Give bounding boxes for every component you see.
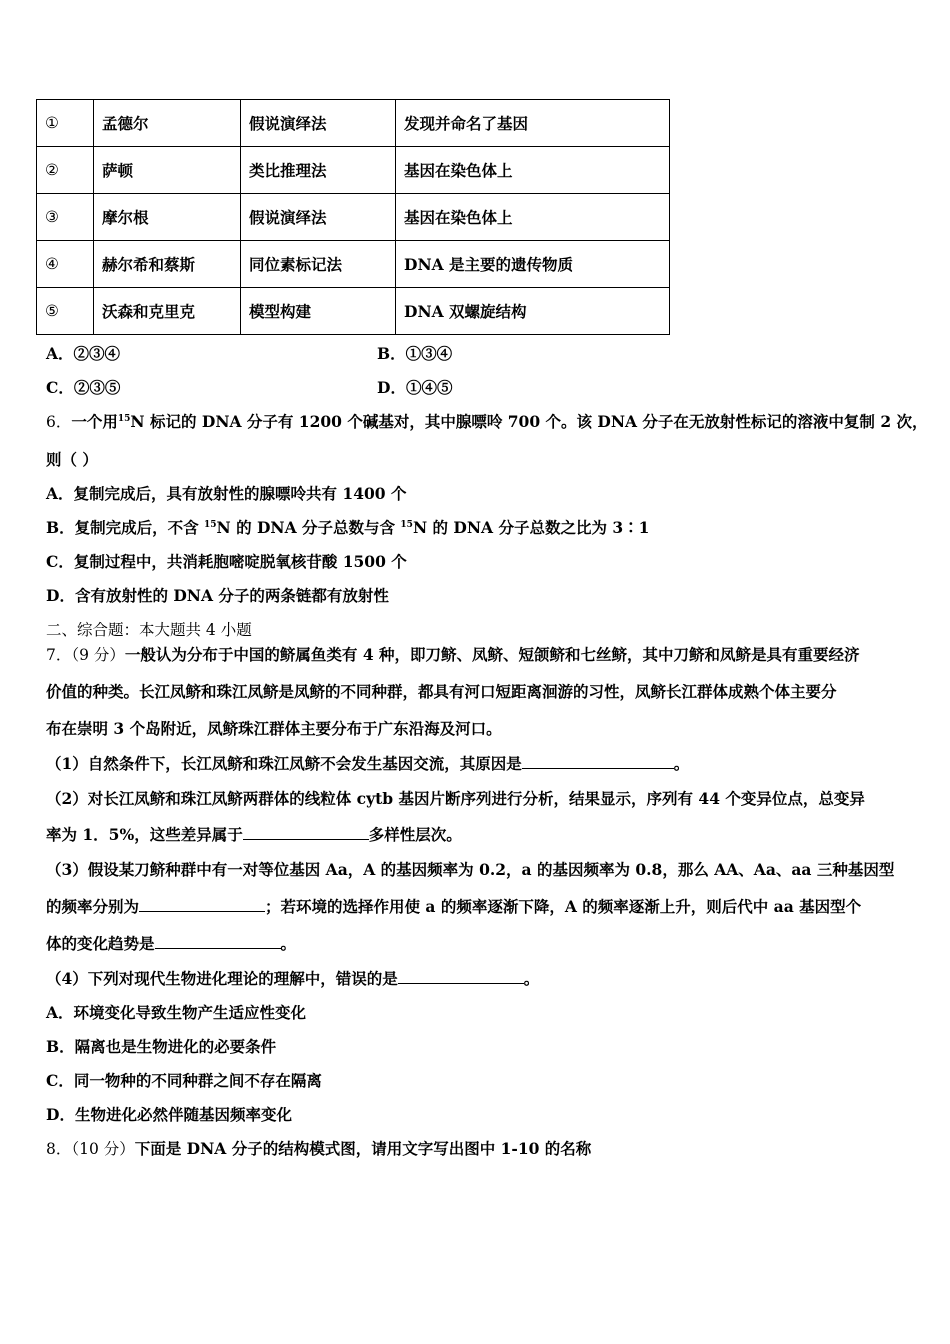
row-number: ③ [37, 194, 94, 241]
research-result: DNA 是主要的遗传物质 [396, 241, 670, 288]
q8-score: （10 分） [71, 1140, 135, 1158]
q7-stem-line3: 布在崇明 3 个岛附近，凤鲚珠江群体主要分布于广东沿海及河口。 [46, 719, 502, 738]
research-method: 假说演绎法 [241, 194, 396, 241]
table-row [37, 288, 670, 335]
row-number: ④ [37, 241, 94, 288]
row-number: ⑤ [37, 288, 94, 335]
answer-blank[interactable] [243, 825, 369, 840]
answer-blank[interactable] [398, 969, 524, 984]
q7-part3-line2: 的频率分别为 ；若环境的选择作用使 a 的频率逐渐下降，A 的频率逐渐上升，则后代中 aa 基因型个 [46, 897, 862, 916]
q7-option-a: A．环境变化导致生物产生适应性变化 [46, 1003, 307, 1022]
q6-stem-line1: 6．一个用$^{15}$N 标记的 DNA 分子有 1200 个碱基对，其中腺嘌呤 700 个。该 DNA 分子在无放射性标记的溶液中复制 2 次， [46, 412, 928, 431]
research-method: 模型构建 [241, 288, 396, 335]
research-result: 基因在染色体上 [396, 147, 670, 194]
q7-option-c: C．同一物种的不同种群之间不存在隔离 [46, 1071, 322, 1090]
q7-stem-line1: 7．（9 分）一般认为分布于中国的鲚属鱼类有 4 种，即刀鲚、凤鲚、短颌鲚和七丝鲚，其中刀鲚和凤鲚是具有重要经济 [46, 645, 860, 664]
research-method: 假说演绎法 [241, 100, 396, 147]
q5-option-a: A．②③④ [46, 344, 121, 363]
research-method: 类比推理法 [241, 147, 396, 194]
row-number: ② [37, 147, 94, 194]
answer-blank[interactable] [522, 754, 674, 769]
q5-option-c: C．②③⑤ [46, 378, 121, 397]
q7-part2-line1: （2）对长江凤鲚和珠江凤鲚两群体的线粒体 cytb 基因片断序列进行分析，结果显示，序列有 44 个变异位点，总变异 [46, 789, 865, 808]
q7-part2-line2: 率为 1．5%，这些差异属于 多样性层次。 [46, 825, 462, 844]
answer-blank[interactable] [155, 934, 281, 949]
research-method: 同位素标记法 [241, 241, 396, 288]
scientist-name: 萨顿 [94, 147, 241, 194]
answer-blank[interactable] [139, 897, 265, 912]
q7-number: 7． [46, 646, 72, 664]
q7-part1: （1）自然条件下，长江凤鲚和珠江凤鲚不会发生基因交流，其原因是 。 [46, 754, 690, 773]
q5-option-b: B．①③④ [377, 344, 453, 363]
q7-part4: （4）下列对现代生物进化理论的理解中，错误的是 。 [46, 969, 540, 988]
section-heading: 二、综合题：本大题共 4 小题 [46, 621, 252, 639]
q6-option-a: A．复制完成后，具有放射性的腺嘌呤共有 1400 个 [46, 484, 407, 503]
q7-part3-line1: （3）假设某刀鲚种群中有一对等位基因 Aa，A 的基因频率为 0.2，a 的基因频率为 0.8，那么 AA、Aa、aa 三种基因型 [46, 860, 895, 879]
row-number: ① [37, 100, 94, 147]
scientist-name: 孟德尔 [94, 100, 241, 147]
table-row [37, 100, 670, 147]
research-result: 发现并命名了基因 [396, 100, 670, 147]
q7-option-d: D．生物进化必然伴随基因频率变化 [46, 1105, 292, 1124]
scientist-name: 沃森和克里克 [94, 288, 241, 335]
table-row [37, 194, 670, 241]
table-row [37, 147, 670, 194]
q6-option-d: D．含有放射性的 DNA 分子的两条链都有放射性 [46, 586, 389, 605]
q7-score: （9 分） [71, 646, 125, 664]
scientist-name: 摩尔根 [94, 194, 241, 241]
research-result: 基因在染色体上 [396, 194, 670, 241]
q8-number: 8． [46, 1140, 72, 1158]
q6-option-c: C．复制过程中，共消耗胞嘧啶脱氧核苷酸 1500 个 [46, 552, 407, 571]
q6-option-b: B．复制完成后，不含 $^{15}$N 的 DNA 分子总数与含 $^{15}$N 的 DNA 分子总数之比为 3∶1 [46, 518, 650, 537]
scientist-method-table [36, 99, 670, 335]
q7-option-b: B．隔离也是生物进化的必要条件 [46, 1037, 277, 1056]
q5-option-d: D．①④⑤ [377, 378, 453, 397]
scientist-name: 赫尔希和蔡斯 [94, 241, 241, 288]
q8-stem: 8．（10 分）下面是 DNA 分子的结构模式图，请用文字写出图中 1-10 的名称 [46, 1139, 592, 1158]
q6-stem-line2: 则（ ） [46, 450, 98, 469]
table-row [37, 241, 670, 288]
q7-stem-line2: 价值的种类。长江凤鲚和珠江凤鲚是凤鲚的不同种群，都具有河口短距离洄游的习性，凤鲚长江群体成熟个体主要分 [46, 682, 837, 701]
research-result: DNA 双螺旋结构 [396, 288, 670, 335]
q7-part3-line3: 体的变化趋势是 。 [46, 934, 297, 953]
q6-number: 6． [46, 413, 72, 431]
